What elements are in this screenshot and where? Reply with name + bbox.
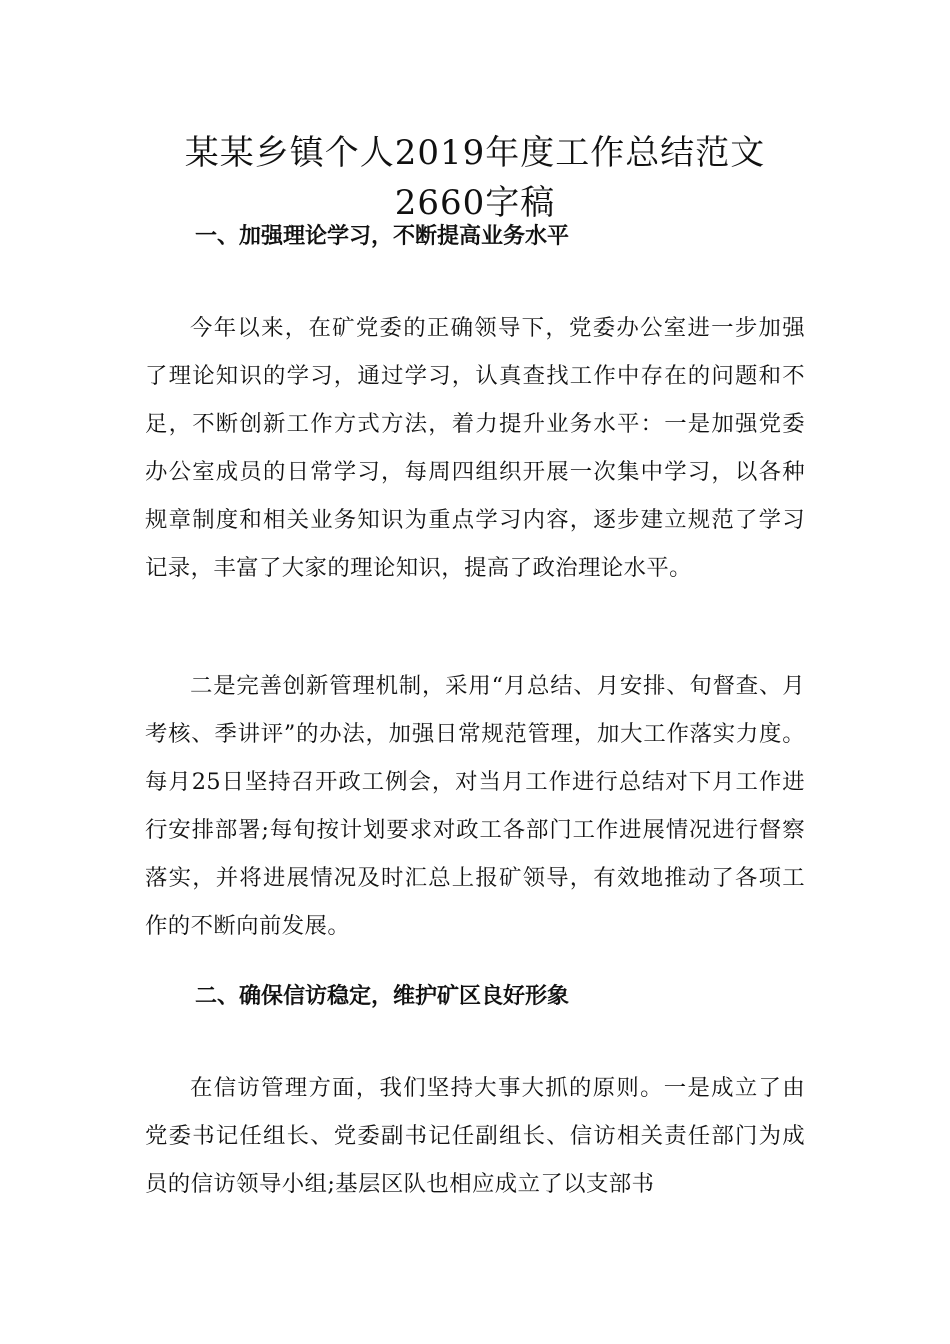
section-2-paragraph-1: 在信访管理方面，我们坚持大事大抓的原则。一是成立了由党委书记任组长、党委副书记任副组长、信访相关责任部门为成员的信访领导小组;基层区队也相应成立了以支部书 bbox=[145, 1075, 805, 1197]
section-heading-2: 二、确保信访稳定，维护矿区良好形象 bbox=[195, 984, 570, 1009]
section-heading-1: 一、加强理论学习，不断提高业务水平 bbox=[195, 224, 570, 249]
section-1-paragraph-1: 今年以来，在矿党委的正确领导下，党委办公室进一步加强了理论知识的学习，通过学习，认真查找工作中存在的问题和不足，不断创新工作方式方法，着力提升业务水平：一是加强党委办公室成员的日常学习，每周四组织开展一次集中学习，以各种规章制度和相关业务知识为重点学习内容，逐步建立规范了学习记录，丰富了大家的理论知识，提高了政治理论水平。 bbox=[145, 315, 805, 581]
section-1-paragraph-2: 二是完善创新管理机制，采用“月总结、月安排、旬督查、月考核、季讲评”的办法，加强日常规范管理，加大工作落实力度。每月25日坚持召开政工例会，对当月工作进行总结对下月工作进行安排部署;每旬按计划要求对政工各部门工作进展情况进行督察落实，并将进展情况及时汇总上报矿领导，有效地推动了各项工作的不断向前发展。 bbox=[145, 673, 805, 939]
document-title: 某某乡镇个人2019年度工作总结范文2660字稿 bbox=[184, 133, 766, 223]
